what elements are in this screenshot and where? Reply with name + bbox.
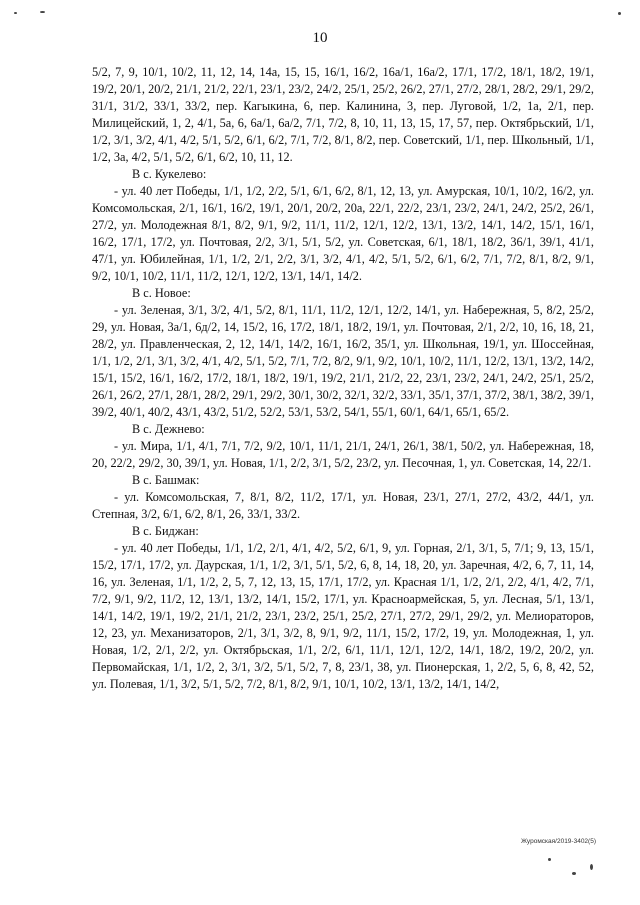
- address-list-dezhnevo: - ул. Мира, 1/1, 4/1, 7/1, 7/2, 9/2, 10/1, 11/1, 21/1, 24/1, 26/1, 38/1, 50/2, ул. Набережная, 18, 20, 22/2, 29/2, 30, 39/1, ул. Новая, 1/1, 2/2, 3/1, 5/2, 23/2, ул. Песочная, 1, ул. Советская, 14, 22/1.: [92, 439, 594, 470]
- continued-address-list: 5/2, 7, 9, 10/1, 10/2, 11, 12, 14, 14a, 15, 15, 16/1, 16/2, 16a/1, 16a/2, 17/1, 17/2, 18/1, 18/2, 19/1, 19/2, 20/1, 20/2, 21/1, 21/2, 22/1, 23/1, 23/2, 24/2, 25/1, 25/2, 26/2, 27/1, 27/2, 28/1, 28/2, 29/1, 29/2, 31/1, 31/2, 33/1, 33/2, пер. Кагыкина, 6, пер. Калинина, 3, пер. Луговой, 1/2, 1а, 2/1, пер. Милицейский, 1, 2, 4/1, 5a, 6, 6a/1, 6a/2, 7/1, 7/2, 8, 10, 11, 13, 15, 17, 57, пер. Октябрьский, 1/1, 1/2, 3/1, 3/2, 4/1, 4/2, 5/1, 5/2, 6/1, 6/2, 7/1, 7/2, 8/1, 8/2, пер. Советский, 1/1, пер. Школьный, 1/1, 1/2, 3a, 4/2, 5/1, 5/2, 6/1, 6/2, 10, 11, 12.: [92, 65, 594, 164]
- scan-speck: [40, 11, 45, 13]
- village-heading-novoe: В с. Новое:: [132, 286, 191, 300]
- document-footer-code: Журомская/2019-3402(5): [520, 838, 596, 845]
- scan-speck: [14, 12, 17, 14]
- address-list-kukelevo: - ул. 40 лет Победы, 1/1, 1/2, 2/2, 5/1, 6/1, 6/2, 8/1, 12, 13, ул. Амурская, 10/1, 10/2, 16/2, ул. Комсомольская, 2/1, 16/1, 16/2, 19/1, 20/1, 20/2, 20a, 22/1, 22/2, 23/1, 23/2, 24/1, 24/2, 25/2, 26/1, 27/2, ул. Молодежная 8/1, 8/2, 9/1, 9/2, 11/1, 11/2, 12/1, 12/2, 13/1, 13/2, 14/1, 14/2, 15/1, 16/1, 16/2, 17/1, 17/2, ул. Почтовая, 2/2, 3/1, 5/1, 5/2, ул. Советская, 6/1, 18/1, 18/2, 36/1, 39/1, 41/1, 47/1, ул. Юбилейная, 1/1, 1/2, 2/1, 2/2, 3/1, 3/2, 4/1, 4/2, 5/1, 5/2, 6/1, 6/2, 7/1, 7/2, 8/1, 8/2, 9/1, 9/2, 10/1, 10/2, 11/1, 11/2, 12/1, 12/2, 13/1, 14/1, 14/2.: [92, 184, 594, 283]
- document-body: [92, 64, 594, 693]
- scan-speck: [548, 858, 551, 861]
- page-number: 10: [312, 30, 328, 46]
- village-heading-kukelevo: В с. Кукелево:: [132, 167, 207, 181]
- scan-speck: [590, 864, 593, 870]
- address-list-novoe: - ул. Зеленая, 3/1, 3/2, 4/1, 5/2, 8/1, 11/1, 11/2, 12/1, 12/2, 14/1, ул. Набережная, 5, 8/2, 25/2, 29, ул. Новая, 3a/1, 6д/2, 14, 15/2, 16, 17/2, 18/1, 18/2, 19/1, ул. Почтовая, 2/1, 2/2, 10, 16, 18, 21, 28/2, ул. Правленческая, 2, 12, 14/1, 14/2, 16/1, 16/2, 35/1, ул. Школьная, 19/1, ул. Шоссейная, 1/1, 1/2, 2/1, 3/1, 3/2, 4/1, 4/2, 5/1, 5/2, 7/1, 7/2, 8/2, 9/1, 9/2, 10/1, 10/2, 11/1, 12/2, 13/1, 13/2, 14/2, 15/1, 15/2, 16/1, 16/2, 17/2, 18/1, 18/2, 19/1, 19/2, 21/1, 21/2, 22, 23/1, 23/2, 24/1, 24/2, 25/1, 25/2, 26/1, 26/2, 27/1, 28/1, 28/2, 29/1, 29/2, 30/1, 30/2, 32/1, 32/2, 33/1, 35/1, 37/1, 37/2, 38/1, 38/2, 39/1, 39/2, 40/1, 40/2, 43/1, 43/2, 51/2, 52/2, 53/1, 53/2, 54/1, 55/1, 60/1, 64/1, 65/1, 65/2.: [92, 303, 594, 419]
- village-heading-bidzhan: В с. Биджан:: [132, 524, 199, 538]
- scan-speck: [572, 872, 576, 875]
- village-heading-dezhnevo: В с. Дежнево:: [132, 422, 205, 436]
- address-list-bashmak: - ул. Комсомольская, 7, 8/1, 8/2, 11/2, 17/1, ул. Новая, 23/1, 27/1, 27/2, 43/2, 44/1, ул. Степная, 3/2, 6/1, 6/2, 8/1, 26, 33/1, 33/2.: [92, 490, 594, 521]
- scan-speck: [618, 12, 621, 15]
- address-list-bidzhan: - ул. 40 лет Победы, 1/1, 1/2, 2/1, 4/1, 4/2, 5/2, 6/1, 9, ул. Горная, 2/1, 3/1, 5, 7/1; 9, 13, 15/1, 15/2, 17/1, 17/2, ул. Даурская, 1/1, 1/2, 3/1, 5/1, 5/2, 6, 8, 14, 18, 20, ул. Заречная, 4/2, 6, 7, 11, 14, 16, ул. Зеленая, 1/1, 1/2, 2, 5, 7, 12, 13, 15, 17/1, 17/2, ул. Красная 1/1, 1/2, 2/1, 2/2, 4/1, 4/2, 7/1, 7/2, 9/1, 9/2, 11/2, 12, 13/1, 13/2, 14/1, 15/2, 17/1, ул. Красноармейская, 5, ул. Лесная, 5/1, 13/1, 14/1, 14/2, 19/1, 19/2, 21/1, 21/2, 23/1, 23/2, 25/1, 25/2, 27/1, 27/2, 29/1, 29/2, ул. Мелиораторов, 12, 23, ул. Механизаторов, 2/1, 3/1, 3/2, 8, 9/1, 9/2, 11/1, 15/2, 17/2, 19, ул. Молодежная, 1, ул. Новая, 1/2, 2/1, 2/2, ул. Октябрьская, 1/1, 2/2, 6/1, 11/1, 12/1, 12/2, 14/1, 18/2, 19/2, 20/2, ул. Первомайская, 1/1, 1/2, 2, 3/1, 3/2, 5/1, 5/2, 7, 8, 23/1, 38, ул. Пионерская, 1, 2/2, 5, 6, 8, 42, 52, ул. Полевая, 1/1, 3/2, 5/1, 5/2, 7/2, 8/1, 8/2, 9/1, 10/1, 10/2, 13/1, 13/2, 14/1, 14/2,: [92, 541, 594, 691]
- village-heading-bashmak: В с. Башмак:: [132, 473, 200, 487]
